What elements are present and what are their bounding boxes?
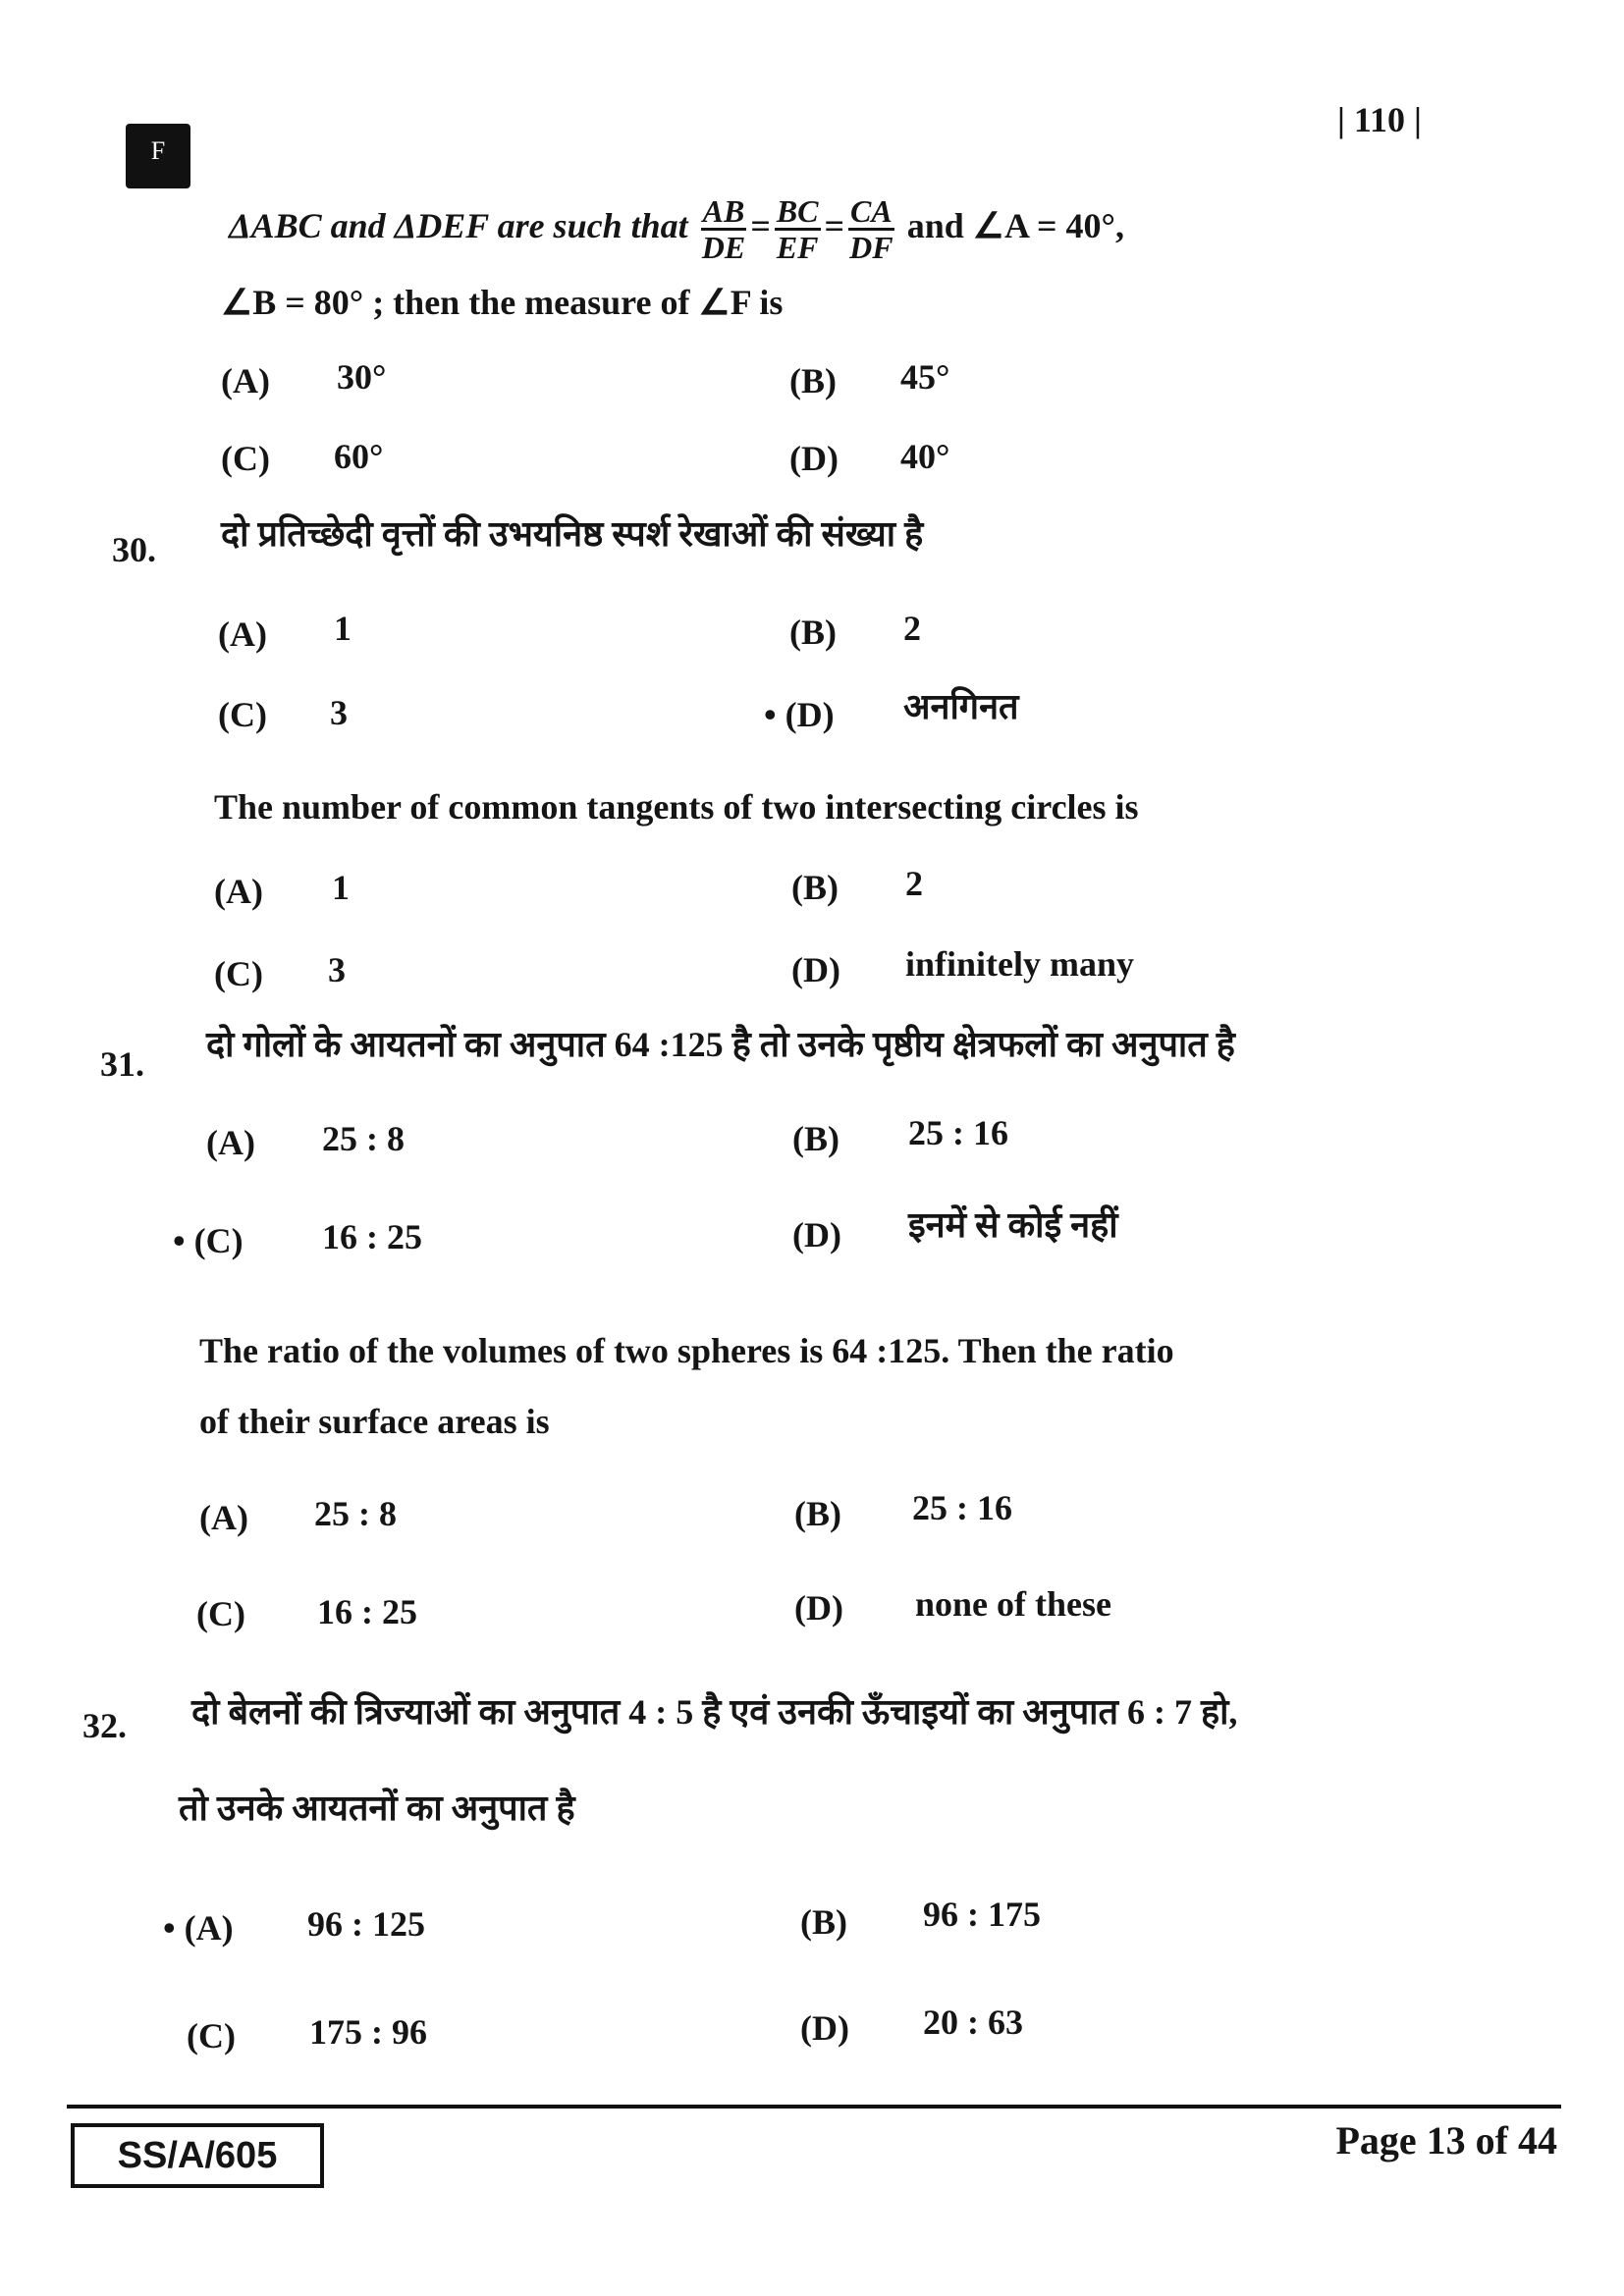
numerator: CA — [850, 193, 893, 229]
q31-english-line1: The ratio of the volumes of two spheres is 64 :125. Then the ratio — [199, 1331, 1174, 1370]
denominator: DF — [849, 230, 893, 265]
option-label: • (D) — [764, 695, 835, 734]
option-label: • (C) — [173, 1221, 244, 1260]
option-label: (C) — [218, 695, 267, 734]
option-label: (D) — [800, 2008, 849, 2048]
option-label: (D) — [791, 950, 840, 989]
q32-hindi-line2: तो उनके आयतनों का अनुपात है — [179, 1789, 575, 1828]
option-label: (A) — [206, 1123, 255, 1162]
option-value: 40° — [900, 437, 950, 476]
option-value: अनगिनत — [903, 687, 1019, 726]
option-label: (B) — [800, 1902, 847, 1942]
option-value: 96 : 175 — [923, 1895, 1041, 1934]
option-value: इनमें से कोई नहीं — [908, 1205, 1118, 1245]
option-value: 1 — [332, 868, 350, 907]
q29-line1-pre: ΔABC and ΔDEF are such that — [229, 205, 688, 245]
equals: = — [824, 205, 845, 245]
option-label: (B) — [794, 1494, 841, 1533]
q29-line2: ∠B = 80° ; then the measure of ∠F is — [221, 283, 784, 322]
fraction-ca-df — [848, 194, 894, 264]
q29-line1 — [229, 194, 1124, 264]
fraction-ab-de — [701, 194, 747, 264]
option-value: 16 : 25 — [322, 1217, 422, 1256]
numerator: BC — [776, 193, 819, 229]
option-label: (B) — [792, 1119, 839, 1158]
option-value: 16 : 25 — [317, 1592, 417, 1631]
denominator: DE — [701, 230, 746, 265]
option-label: (B) — [791, 868, 839, 907]
option-label: (A) — [199, 1498, 248, 1537]
q30-hindi: दो प्रतिच्छेदी वृत्तों की उभयनिष्ठ स्पर्श रेखाओं की संख्या है — [221, 514, 924, 554]
option-value: 20 : 63 — [923, 2002, 1023, 2042]
option-value: 45° — [900, 357, 950, 397]
q31-english-line2: of their surface areas is — [199, 1402, 550, 1441]
page-number: Page 13 of 44 — [1335, 2118, 1557, 2163]
paper-code: SS/A/605 — [71, 2123, 324, 2188]
option-value: 60° — [334, 437, 384, 476]
fraction-bc-ef — [775, 194, 821, 264]
option-value: none of these — [915, 1584, 1111, 1624]
option-label: (C) — [214, 954, 263, 993]
option-value: 3 — [330, 693, 348, 732]
equals: = — [750, 205, 771, 245]
q32-hindi-line1: दो बेलनों की त्रिज्याओं का अनुपात 4 : 5 है एवं उनकी ऊँचाइयों का अनुपात 6 : 7 हो, — [191, 1692, 1238, 1732]
option-label: (A) — [218, 614, 267, 654]
option-value: 96 : 125 — [307, 1904, 425, 1944]
option-value: 25 : 8 — [314, 1494, 397, 1533]
option-label: (D) — [789, 439, 839, 478]
option-value: 25 : 16 — [908, 1113, 1008, 1152]
question-number: 30. — [112, 530, 156, 569]
footer-divider — [67, 2105, 1561, 2109]
option-value: 2 — [905, 864, 923, 903]
option-label: (C) — [221, 439, 270, 478]
option-label: (C) — [196, 1594, 245, 1633]
numerator: AB — [702, 193, 745, 229]
option-label: (B) — [789, 361, 837, 400]
question-number: 32. — [82, 1706, 127, 1745]
option-label: (C) — [187, 2016, 236, 2056]
q30-english: The number of common tangents of two intersecting circles is — [214, 787, 1139, 827]
question-number: 31. — [100, 1044, 144, 1084]
option-value: 175 : 96 — [309, 2012, 427, 2052]
option-value: 3 — [328, 950, 346, 989]
q29-line1-post: and ∠A = 40°, — [906, 205, 1124, 245]
option-value: infinitely many — [905, 944, 1135, 984]
option-value: 30° — [337, 357, 387, 397]
set-badge: F — [126, 124, 190, 188]
option-label: (D) — [794, 1588, 843, 1628]
option-label: (B) — [789, 613, 837, 652]
option-label: (D) — [792, 1215, 841, 1255]
option-value: 25 : 8 — [322, 1119, 405, 1158]
option-value: 25 : 16 — [912, 1488, 1012, 1527]
option-label: (A) — [214, 872, 263, 911]
page-code: | 110 | — [1337, 100, 1422, 139]
option-label: (A) — [221, 361, 270, 400]
denominator: EF — [776, 230, 819, 265]
q31-hindi: दो गोलों के आयतनों का अनुपात 64 :125 है तो उनके पृष्ठीय क्षेत्रफलों का अनुपात है — [206, 1025, 1235, 1064]
option-value: 1 — [334, 609, 352, 648]
option-value: 2 — [903, 609, 921, 648]
option-label: • (A) — [163, 1908, 234, 1948]
